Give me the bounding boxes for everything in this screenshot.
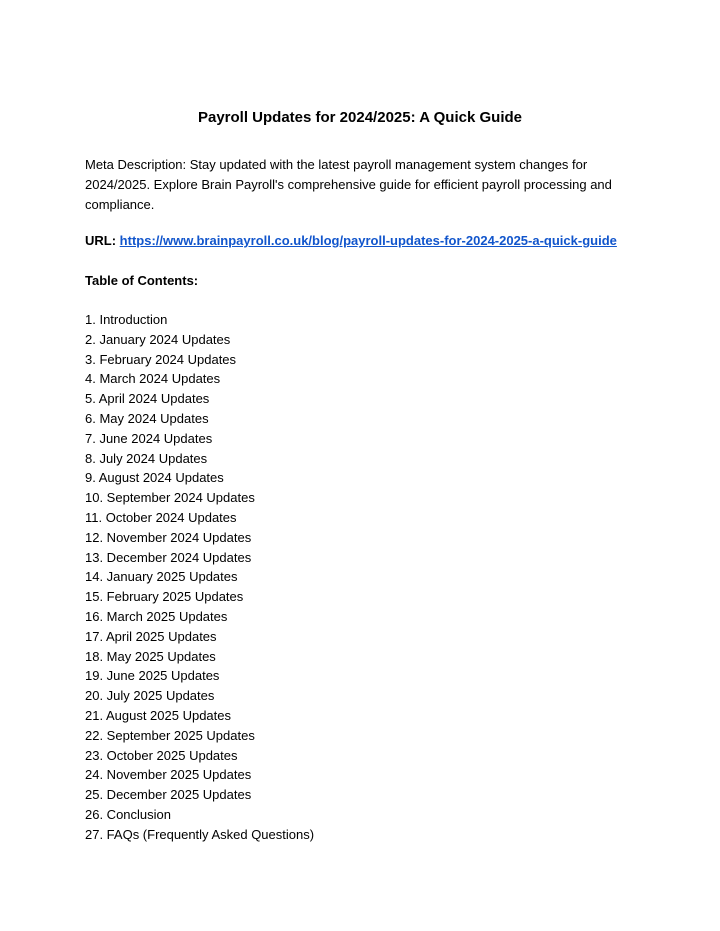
toc-item: 23. October 2025 Updates [85,747,238,763]
toc-item: 5. April 2024 Updates [85,391,210,407]
toc-item: 17. April 2025 Updates [85,628,217,644]
toc-item: 13. December 2024 Updates [85,549,252,565]
toc-item: 22. September 2025 Updates [85,727,255,743]
toc-item: 7. June 2024 Updates [85,430,213,446]
toc-item: 25. December 2025 Updates [85,787,252,803]
toc-item: 24. November 2025 Updates [85,767,252,783]
toc-item: 18. May 2025 Updates [85,648,216,664]
toc-item: 11. October 2024 Updates [85,509,237,525]
toc-item: 4. March 2024 Updates [85,371,221,387]
toc-item: 21. August 2025 Updates [85,707,232,723]
toc-item: 10. September 2024 Updates [85,490,255,506]
toc-item: 14. January 2025 Updates [85,569,238,585]
toc-item: 26. Conclusion [85,806,171,822]
toc-item: 15. February 2025 Updates [85,589,244,605]
toc-item: 9. August 2024 Updates [85,470,224,486]
toc-item: 1. Introduction [85,312,168,327]
toc-item: 20. July 2025 Updates [85,688,215,704]
toc-item: 2. January 2024 Updates [85,331,231,347]
url-label: URL: [85,233,117,248]
toc-item: 6. May 2024 Updates [85,410,209,426]
url-line [85,231,617,251]
url-link[interactable]: https://www.brainpayroll.co.uk/blog/payroll-updates-for-2024-2025-a-quick-guide [119,233,617,248]
toc-item: 12. November 2024 Updates [85,529,252,545]
toc-item: 3. February 2024 Updates [85,351,237,367]
page-title: Payroll Updates for 2024/2025: A Quick Guide [197,109,522,126]
toc-item: 19. June 2025 Updates [85,668,220,684]
toc-item: 8. July 2024 Updates [85,450,208,466]
toc-item: 16. March 2025 Updates [85,608,228,624]
toc-heading: Table of Contents: [85,273,199,288]
toc-list [85,310,314,845]
toc-item: 27. FAQs (Frequently Asked Questions) [85,826,315,842]
meta-description: Meta Description: Stay updated with the latest payroll management system changes for 2024/2025. Explore Brain Payroll's comprehensive guide for efficient payroll processing and compliance. [85,157,612,212]
